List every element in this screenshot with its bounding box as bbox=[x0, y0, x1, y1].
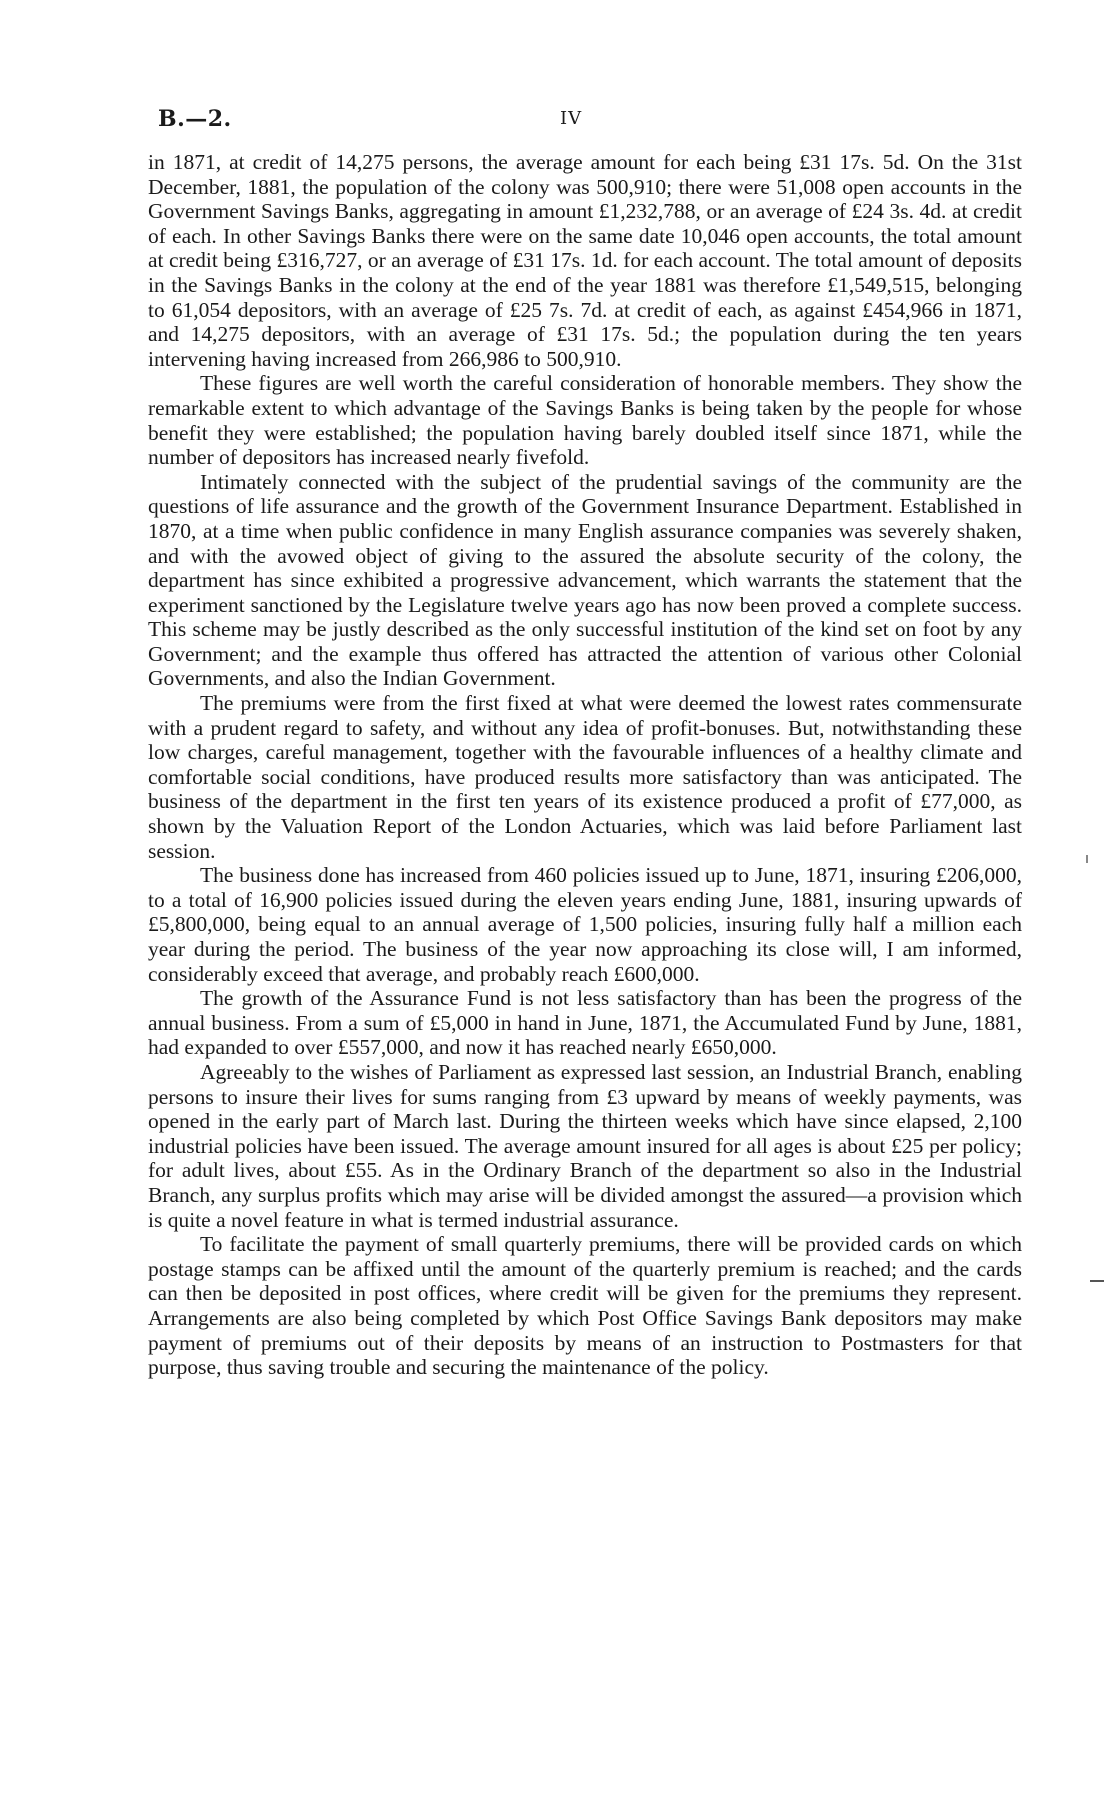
paragraph-insurance-department: Intimately connected with the subject of the prudential savings of the community are the questions of life assurance and the growth of the Government Insurance Department. Established in 1870, at a time when public confidence in many English assurance companies was severely shaken, and with the avowed object of giving to the assured the absolute security of the colony, the department has since exhibited a progressive advancement, which warrants the statement that the experiment sanctioned by the Legislature twelve years ago has now been proved a complete success. This scheme may be justly described as the only successful institution of the kind set on foot by any Government; and the example thus offered has attracted the attention of various other Colonial Governments, and also the Indian Government. bbox=[148, 469, 1022, 691]
paragraph-business-growth: The business done has increased from 460 policies issued up to June, 1871, insuring £206,000, to a total of 16,900 policies issued during the eleven years ending June, 1881, insuring upwards of £5,800,000, being equal to an annual average of 1,500 policies, insuring fully half a million each year during the period. The business of the year now approaching its close will, I am informed, considerably exceed that average, and probably reach £600,000. bbox=[148, 863, 1022, 986]
document-reference: B.—2. bbox=[158, 106, 232, 132]
paragraph-assurance-fund: The growth of the Assurance Fund is not less satisfactory than has been the progress of the annual business. From a sum of £5,000 in hand in June, 1871, the Accumulated Fund by June, 1881, had expanded to over £557,000, and now it has reached nearly £650,000. bbox=[148, 986, 1022, 1060]
paragraph-premiums: The premiums were from the first fixed at what were deemed the lowest rates commensurate with a prudent regard to safety, and without any idea of profit-bonuses. But, notwithstanding these low charges, careful management, together with the favourable influences of a healthy climate and comfortable social conditions, have produced results more satisfactory than was anticipated. The business of the department in the first ten years of its existence produced a profit of £77,000, as shown by the Valuation Report of the London Actuaries, which was laid before Parliament last session. bbox=[148, 691, 1022, 863]
body-text bbox=[148, 150, 1022, 1380]
page-header bbox=[148, 106, 1022, 136]
page-number: IV bbox=[560, 108, 583, 129]
paragraph-savings-figures: in 1871, at credit of 14,275 persons, the average amount for each being £31 17s. 5d. On the 31st December, 1881, the population of the colony was 500,910; there were 51,008 open accounts in the Government Savings Banks, aggregating in amount £1,232,788, or an average of £24 3s. 4d. at credit of each. In other Savings Banks there were on the same date 10,046 open accounts, the total amount at credit being £316,727, or an average of £31 17s. 1d. for each account. The total amount of deposits in the Savings Banks in the colony at the end of the year 1881 was therefore £1,549,515, belonging to 61,054 depositors, with an average of £25 7s. 7d. at credit of each, as against £454,966 in 1871, and 14,275 depositors, with an average of £31 17s. 5d.; the population during the ten years intervening having increased from 266,986 to 500,910. bbox=[148, 150, 1022, 371]
paragraph-industrial-branch: Agreeably to the wishes of Parliament as expressed last session, an Industrial Branch, enabling persons to insure their lives for sums ranging from £3 upward by means of weekly payments, was opened in the early part of March last. During the thirteen weeks which have since elapsed, 2,100 industrial policies have been issued. The average amount insured for all ages is about £25 per policy; for adult lives, about £55. As in the Ordinary Branch of the department so also in the Industrial Branch, any surplus profits which may arise will be divided amongst the assured—a provision which is quite a novel feature in what is termed industrial assurance. bbox=[148, 1059, 1022, 1232]
paragraph-figures-consideration: These figures are well worth the careful consideration of honorable members. They show the remarkable extent to which advantage of the Savings Banks is being taken by the people for whose benefit they were established; the population having barely doubled itself since 1871, while the number of depositors has increased nearly fivefold. bbox=[148, 371, 1022, 470]
paragraph-quarterly-premiums: To facilitate the payment of small quarterly premiums, there will be provided cards on which postage stamps can be affixed until the amount of the quarterly premium is reached; and the cards can then be deposited in post offices, where credit will be given for the premiums they represent. Arrangements are also being completed by which Post Office Savings Bank depositors may make payment of premiums out of their deposits by means of an instruction to Postmasters for that purpose, thus saving trouble and securing the maintenance of the policy. bbox=[148, 1232, 1022, 1380]
margin-mark bbox=[1086, 855, 1088, 863]
margin-mark bbox=[1090, 1280, 1104, 1282]
